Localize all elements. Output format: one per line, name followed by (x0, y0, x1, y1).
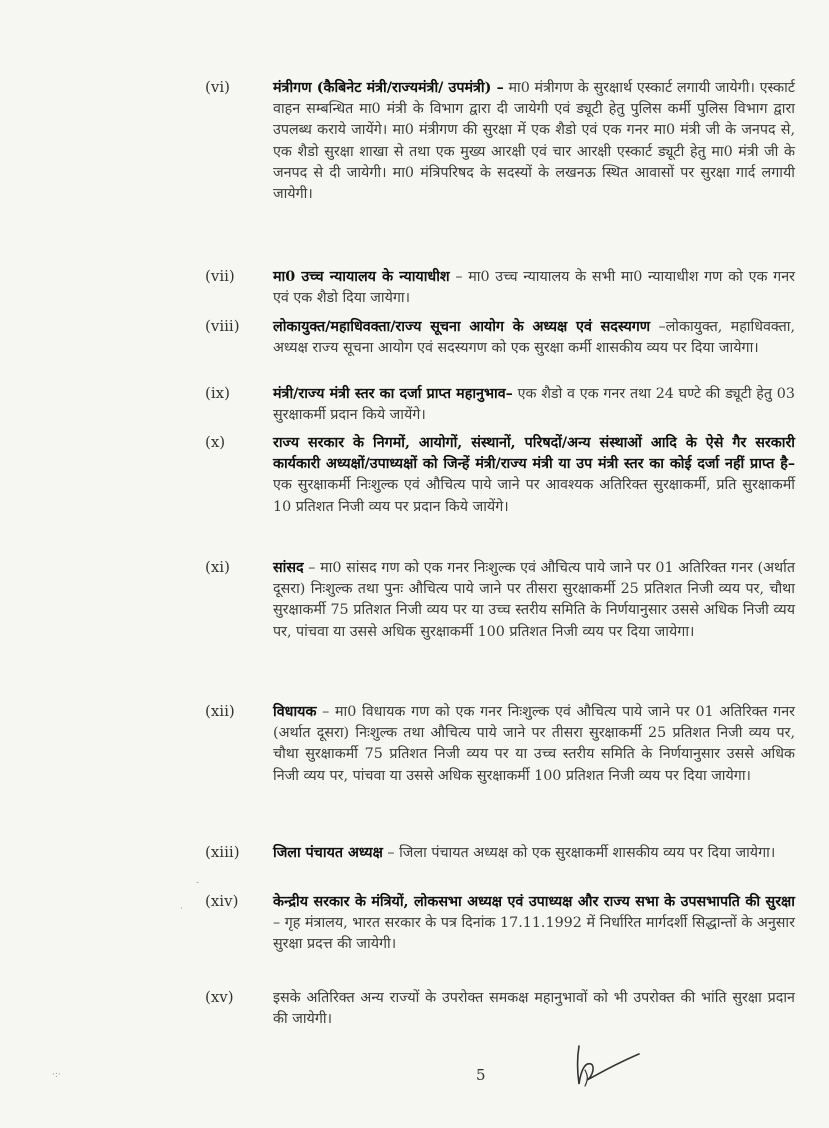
clause-text (273, 843, 795, 864)
clause-heading: विधायक (273, 704, 317, 720)
clause-body: एक सुरक्षाकर्मी निःशुल्क एवं औचित्य पाये जाने पर आवश्यक अतिरिक्त सुरक्षाकर्मी, प्रति सुरक्षाकर्मी 10 प्रतिशत निजी व्यय पर प्रदान किये जायेंगे। (273, 477, 795, 515)
clause-number: (xi) (205, 558, 230, 576)
clause-heading: मंत्रीगण (कैबिनेट मंत्री/राज्यमंत्री/ उपमंत्री) – (273, 80, 504, 96)
clause-number: (xv) (205, 988, 234, 1006)
clause-text (273, 892, 795, 956)
clause-text (273, 433, 795, 518)
clause-xiv (205, 892, 797, 956)
clause-number: (xiii) (205, 843, 240, 861)
clause-body: – मा0 उच्च न्यायालय के सभी मा0 न्यायाधीश गण को एक गनर एवं एक शैडो दिया जायेगा। (273, 269, 795, 307)
page-number: 5 (476, 1066, 486, 1084)
scan-mark: - (196, 878, 200, 888)
clause-body: –लोकायुक्त, महाधिवक्ता, अध्यक्ष राज्य सूचना आयोग एवं सदस्यगण को एक सुरक्षा कर्मी शासकीय व्यय पर दिया जायेगा। (273, 319, 795, 357)
clause-text (273, 384, 795, 426)
clause-heading: केन्द्रीय सरकार के मंत्रियों, लोकसभा अध्यक्ष एवं उपाध्यक्ष और राज्य सभा के उपसभापति की सुरक्षा (273, 894, 795, 910)
clause-body: – मा0 सांसद गण को एक गनर निःशुल्क एवं औचित्य पाये जाने पर 01 अतिरिक्त गनर (अर्थात दूसरा) निःशुल्क तथा पुनः औचित्य पाये जाने पर तीसरा सुरक्षाकर्मी 25 प्रतिशत निजी व्यय पर, चौथा सुरक्षाकर्मी 75 प्रतिशत निजी व्यय पर या उच्च स्तरीय समिति के निर्णयानुसार उससे अधिक निजी व्यय पर, पांचवा या उससे अधिक सुरक्षाकर्मी 100 प्रतिशत निजी व्यय पर दिया जायेगा। (273, 560, 795, 640)
clause-body: – मा0 विधायक गण को एक गनर निःशुल्क एवं औचित्य पाये जाने पर 01 अतिरिक्त गनर (अर्थात दूसरा) निःशुल्क तथा औचित्य पाये जाने पर तीसरा सुरक्षाकर्मी 25 प्रतिशत निजी व्यय पर, चौथा सुरक्षाकर्मी 75 प्रतिशत निजी व्यय पर या उच्च स्तरीय समिति के निर्णयानुसार उससे अधिक निजी व्यय पर, पांचवा या उससे अधिक सुरक्षाकर्मी 100 प्रतिशत निजी व्यय पर दिया जायेगा। (273, 704, 795, 784)
clause-heading: राज्य सरकार के निगमों, आयोगों, संस्थानों, परिषदों/अन्य संस्थाओं आदि के ऐसे गैर सरकारी कार्यकारी अध्यक्षों/उपाध्यक्षों को जिन्हें मंत्री/राज्य मंत्री या उप मंत्री स्तर का कोई दर्जा नहीं प्राप्त है– (273, 435, 795, 473)
clause-heading: सांसद (273, 560, 304, 576)
clause-heading: मंत्री/राज्य मंत्री स्तर का दर्जा प्राप्त महानुभाव– (273, 386, 513, 402)
clause-body: – जिला पंचायत अध्यक्ष को एक सुरक्षाकर्मी शासकीय व्यय पर दिया जायेगा। (382, 845, 776, 861)
clause-ix (205, 384, 797, 426)
clause-text (273, 988, 795, 1030)
clause-number: (vii) (205, 267, 235, 285)
clause-xiii (205, 843, 797, 864)
clause-heading: लोकायुक्त/महाधिवक्ता/राज्य सूचना आयोग के अध्यक्ष एवं सदस्यगण (273, 319, 651, 335)
clause-number: (ix) (205, 384, 230, 402)
clause-x (205, 433, 797, 518)
clause-xi (205, 558, 797, 643)
clause-heading: जिला पंचायत अध्यक्ष (273, 845, 383, 861)
clause-viii (205, 317, 797, 359)
clause-text (273, 558, 795, 643)
scan-mark: · (180, 904, 183, 914)
clause-text (273, 317, 795, 359)
signature (565, 1040, 645, 1100)
clause-xv (205, 988, 797, 1030)
clause-body: – गृह मंत्रालय, भारत सरकार के पत्र दिनांक 17.11.1992 में निर्धारित मार्गदर्शी सिद्धान्तों के अनुसार सुरक्षा प्रदत्त की जायेगी। (273, 915, 795, 953)
clause-vi (205, 78, 797, 205)
clause-xii (205, 702, 797, 787)
clause-body: इसके अतिरिक्त अन्य राज्यों के उपरोक्त समकक्ष महानुभावों को भी उपरोक्त की भांति सुरक्षा प्रदान की जायेगी। (273, 990, 795, 1028)
clause-body: मा0 मंत्रीगण के सुरक्षार्थ एस्कार्ट लगायी जायेगी। एस्कार्ट वाहन सम्बन्धित मा0 मंत्री के विभाग द्वारा दी जायेगी एवं ड्यूटी हेतु पुलिस कर्मी पुलिस विभाग द्वारा उपलब्ध कराये जायेंगे। मा0 मंत्रीगण की सुरक्षा में एक शैडो एवं एक गनर मा0 मंत्री जी के जनपद से, एक शैडो सुरक्षा शाखा से तथा एक मुख्य आरक्षी एवं चार आरक्षी एस्कार्ट ड्यूटी हेतु मा0 मंत्री जी के जनपद से दी जायेगी। मा0 मंत्रिपरिषद के सदस्यों के लखनऊ स्थित आवासों पर सुरक्षा गार्द लगायी जायेगी। (273, 80, 795, 203)
clause-body: एक शैडो व एक गनर तथा 24 घण्टे की ड्यूटी हेतु 03 सुरक्षाकर्मी प्रदान किये जायेंगे। (273, 386, 795, 424)
clause-number: (xii) (205, 702, 235, 720)
clause-text (273, 267, 795, 309)
clause-text (273, 702, 795, 787)
clause-heading: मा0 उच्च न्यायालय के न्यायाधीश (273, 269, 450, 285)
clause-number: (xiv) (205, 892, 239, 910)
scan-mark: ·:· (52, 1070, 61, 1080)
clause-text (273, 78, 795, 205)
clause-number: (x) (205, 433, 226, 451)
clause-number: (vi) (205, 78, 230, 96)
clause-vii (205, 267, 797, 309)
clause-number: (viii) (205, 317, 240, 335)
